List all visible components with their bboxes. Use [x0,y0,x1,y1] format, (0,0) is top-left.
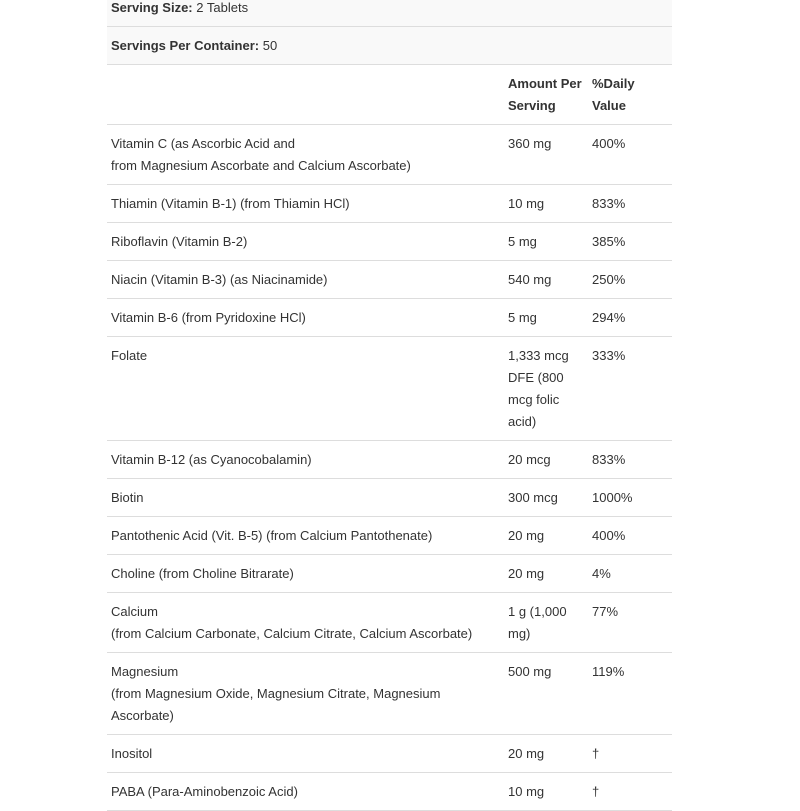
nutrient-name-cell [107,517,504,555]
nutrient-amount: 10 mg [504,773,588,811]
supplement-facts-table [107,0,672,811]
nutrient-name-cell [107,555,504,593]
nutrient-name-cell [107,337,504,441]
column-header-row [107,65,672,125]
nutrient-amount: 20 mg [504,555,588,593]
nutrient-daily-value: 77% [588,593,672,653]
nutrient-row [107,517,672,555]
nutrient-name-cell [107,653,504,735]
nutrient-daily-value: 400% [588,517,672,555]
nutrient-name-cell [107,185,504,223]
nutrient-row [107,653,672,735]
nutrient-name: Choline (from Choline Bitrarate) [111,566,294,581]
nutrient-amount: 540 mg [504,261,588,299]
nutrient-name-cell [107,593,504,653]
nutrient-daily-value: † [588,773,672,811]
nutrient-name: Inositol [111,746,153,761]
nutrient-amount: 360 mg [504,125,588,185]
supplement-facts [107,0,672,811]
nutrient-daily-value: 1000% [588,479,672,517]
nutrient-row [107,479,672,517]
nutrient-name: Calcium [111,604,158,619]
nutrient-name: Niacin (Vitamin B-3) (as Niacinamide) [111,272,328,287]
nutrient-name: Folate [111,348,148,363]
nutrient-amount: 1 g (1,000 mg) [504,593,588,653]
nutrient-row [107,735,672,773]
nutrient-row [107,299,672,337]
nutrient-daily-value: 833% [588,185,672,223]
nutrient-row [107,125,672,185]
nutrient-name: Pantothenic Acid (Vit. B-5) (from Calcium Pantothenate) [111,528,433,543]
nutrient-amount: 10 mg [504,185,588,223]
nutrient-row [107,337,672,441]
serving-size-cell [107,0,672,27]
nutrient-amount: 20 mcg [504,441,588,479]
servings-per-container-row [107,27,672,65]
nutrient-name: Thiamin (Vitamin B-1) (from Thiamin HCl) [111,196,350,211]
nutrient-name: Magnesium [111,664,179,679]
nutrient-daily-value: 833% [588,441,672,479]
nutrient-daily-value: 400% [588,125,672,185]
nutrient-name-cell [107,125,504,185]
nutrient-source: from Magnesium Ascorbate and Calcium Ascorbate) [111,158,411,173]
nutrient-daily-value: 385% [588,223,672,261]
nutrient-row [107,773,672,811]
daily-value-header: %Daily Value [588,65,672,125]
amount-per-serving-header: Amount Per Serving [504,65,588,125]
nutrient-amount: 5 mg [504,223,588,261]
nutrient-amount: 5 mg [504,299,588,337]
nutrient-amount: 500 mg [504,653,588,735]
nutrient-daily-value: 250% [588,261,672,299]
nutrient-name-cell [107,479,504,517]
nutrient-name: Biotin [111,490,144,505]
serving-size-value: 2 Tablets [196,0,249,15]
nutrient-name-cell [107,441,504,479]
nutrient-daily-value: 4% [588,555,672,593]
nutrient-daily-value: † [588,735,672,773]
nutrient-name-cell [107,223,504,261]
nutrient-row [107,555,672,593]
nutrient-amount: 20 mg [504,517,588,555]
nutrient-row [107,593,672,653]
nutrient-name-cell [107,773,504,811]
nutrient-source: (from Magnesium Oxide, Magnesium Citrate, Magnesium Ascorbate) [111,686,441,723]
nutrient-name: Vitamin C (as Ascorbic Acid and [111,136,296,151]
nutrient-name: Riboflavin (Vitamin B-2) [111,234,248,249]
nutrient-name-cell [107,735,504,773]
nutrient-amount: 1,333 mcg DFE (800 mcg folic acid) [504,337,588,441]
serving-size-label: Serving Size: [111,0,193,15]
nutrient-amount: 20 mg [504,735,588,773]
nutrient-row [107,185,672,223]
nutrient-name: Vitamin B-6 (from Pyridoxine HCl) [111,310,306,325]
nutrient-name: Vitamin B-12 (as Cyanocobalamin) [111,452,312,467]
nutrient-daily-value: 294% [588,299,672,337]
nutrient-amount: 300 mcg [504,479,588,517]
serving-size-row [107,0,672,27]
nutrient-daily-value: 119% [588,653,672,735]
nutrient-name-cell [107,261,504,299]
nutrient-name-cell [107,299,504,337]
nutrient-row [107,441,672,479]
servings-per-container-cell [107,27,672,65]
nutrient-source: (from Calcium Carbonate, Calcium Citrate, Calcium Ascorbate) [111,626,473,641]
nutrient-row [107,223,672,261]
servings-per-container-label: Servings Per Container: [111,38,260,53]
nutrient-name: PABA (Para-Aminobenzoic Acid) [111,784,298,799]
servings-per-container-value: 50 [262,38,278,53]
nutrient-daily-value: 333% [588,337,672,441]
header-blank-cell [107,65,504,125]
nutrient-row [107,261,672,299]
